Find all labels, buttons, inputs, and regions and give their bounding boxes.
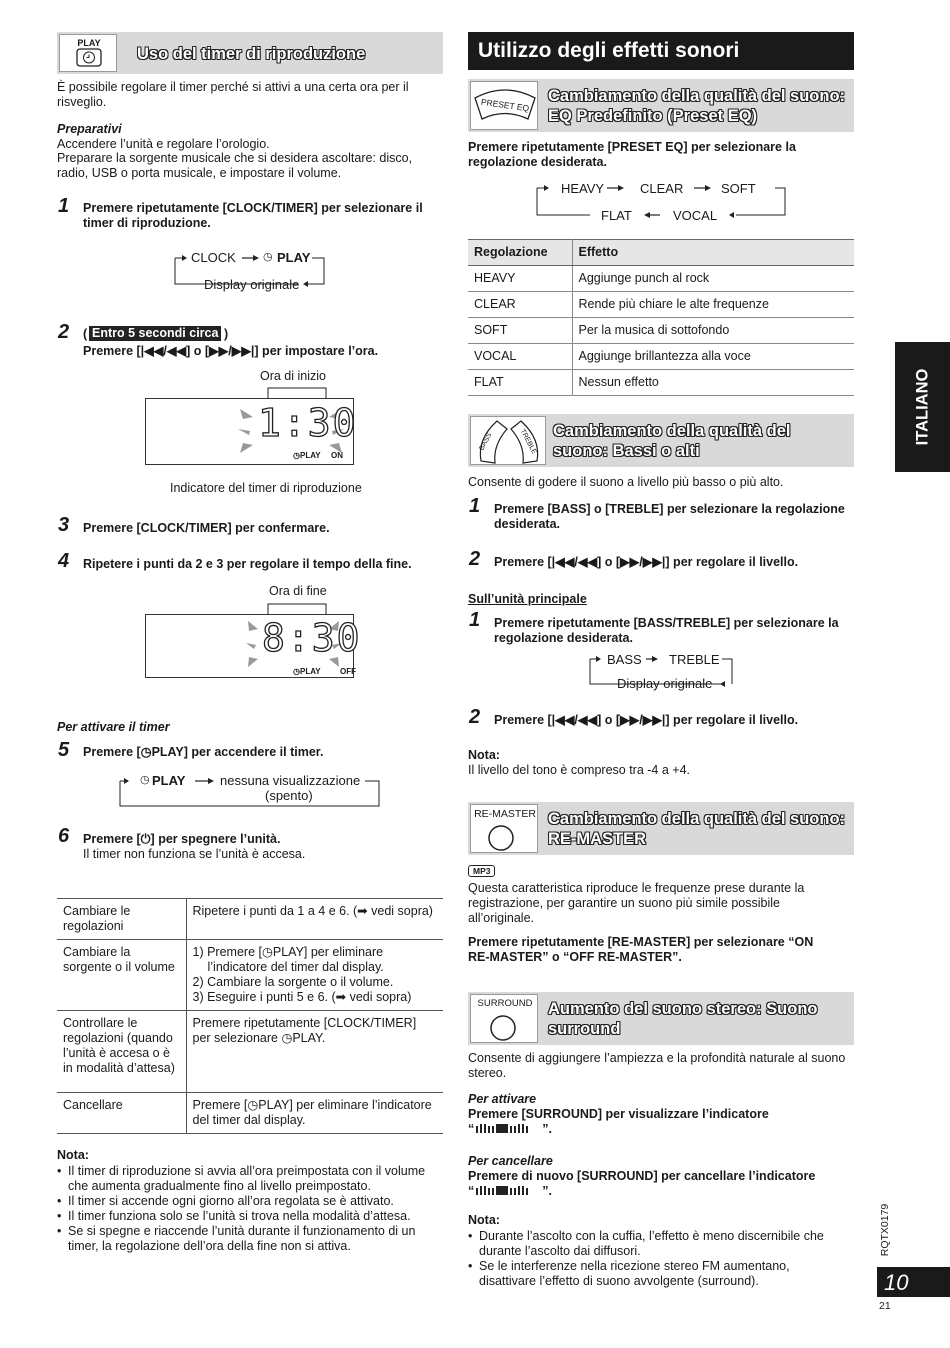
column-header: Regolazione: [468, 240, 572, 266]
table-row: [57, 1093, 443, 1134]
clock-icon: ◷: [140, 774, 150, 786]
preparation-title: Preparativi: [57, 122, 122, 136]
surround-indicator-line: “ ”.: [468, 1184, 552, 1198]
surround-notes-list: [468, 1229, 848, 1289]
list-item: • Se si spegne e riaccende l’unità durante il funzionamento di un timer, la regolazione dell’ora della fine non si attiva.: [57, 1224, 442, 1254]
table-row: [57, 1011, 443, 1093]
surround-note-title: Nota:: [468, 1213, 500, 1227]
bass-unit-step-1-text: Premere ripetutamente [BASS/TREBLE] per selezionare la regolazione desiderata.: [494, 616, 839, 645]
preparation-line-1: Accendere l’unità e regolare l’orologio.: [57, 137, 270, 151]
mp3-badge: MP3: [468, 865, 495, 877]
preset-eq-icon: [470, 81, 538, 130]
bass-flow-bass: BASS: [607, 652, 642, 667]
note-title: Nota:: [57, 1148, 89, 1162]
step-number: 5: [58, 739, 70, 761]
eq-flow-soft: SOFT: [721, 181, 756, 196]
eq-instruction: Premere ripetutamente [PRESET EQ] per selezionare la regolazione desiderata.: [468, 140, 796, 169]
bass-unit-step-2-text: Premere [|◀◀/◀◀] o [▶▶/▶▶|] per regolare il livello.: [494, 713, 799, 727]
preset-eq-icon-label: PRESET EQ: [480, 96, 530, 114]
step-number: 2: [469, 548, 481, 570]
table-row: [468, 292, 854, 318]
step-number: 2: [58, 321, 70, 343]
lcd-play-indicator: ◷PLAY: [293, 451, 321, 460]
surround-title-line-1: Aumento del suono stereo: Suono: [548, 1000, 818, 1018]
bass-title-line-1: Cambiamento della qualità del: [553, 422, 791, 440]
table-cell: HEAVY: [468, 266, 572, 292]
clock-icon: ◷: [293, 667, 300, 676]
main-title-bar: [468, 32, 854, 70]
eq-flow-flat: FLAT: [601, 208, 632, 223]
eq-flow-vocal: VOCAL: [673, 208, 718, 223]
timer-actions-table: [57, 898, 443, 1134]
table-cell: Cambiare le regolazioni: [57, 899, 186, 940]
within-5-seconds-badge: Entro 5 secondi circa: [89, 326, 221, 341]
paren-close: ): [224, 327, 229, 341]
list-item: • Se le interferenze nella ricezione stereo FM aumentano, disattivare l’effetto di suono avvolgente (surround).: [468, 1259, 848, 1289]
remaster-icon-label: RE-MASTER: [474, 808, 536, 820]
step-5-text: Premere [◷PLAY] per accendere il timer.: [83, 745, 324, 759]
table-cell-line: 1) Premere [◷PLAY] per eliminare: [192, 945, 384, 959]
remaster-description: Questa caratteristica riproduce le frequenze prese durante la registrazione, per garantire un suono più simile possibile all’originale.: [468, 881, 805, 925]
step-number: 1: [469, 609, 481, 631]
step-number: 1: [469, 495, 481, 517]
table-row: [468, 344, 854, 370]
step-number: 1: [58, 195, 70, 217]
timer-indicator-label: Indicatore del timer di riproduzione: [170, 481, 362, 495]
lcd-digits-start: 1:30: [258, 401, 358, 445]
step-3-text: Premere [CLOCK/TIMER] per confermare.: [83, 521, 330, 535]
table-header-row: [468, 240, 854, 266]
surround-title-line-2: surround: [548, 1020, 621, 1038]
remaster-title-line-1: Cambiamento della qualità del suono:: [548, 810, 846, 828]
start-time-label: Ora di inizio: [260, 369, 326, 383]
language-side-tab: [895, 342, 950, 472]
lcd-off-indicator: OFF: [340, 667, 356, 676]
document-code: RQTX0179: [879, 1203, 891, 1257]
main-title: Utilizzo degli effetti sonori: [478, 39, 740, 62]
bass-step-1-text: Premere [BASS] o [TREBLE] per selezionare la regolazione desiderata.: [494, 502, 845, 531]
table-row: [57, 899, 443, 940]
eq-flow-clear: CLEAR: [640, 181, 684, 196]
section-title-timer: Uso del timer di riproduzione: [137, 45, 366, 63]
surround-indicator-line: “ ”.: [468, 1122, 552, 1136]
step-6-text: Premere [⏻] per spegnere l’unità.: [83, 832, 281, 846]
surround-activate-title: Per attivare: [468, 1092, 537, 1106]
timer-intro: È possibile regolare il timer perché si attivi a una certa ora per il risveglio.: [57, 80, 409, 109]
step-number: 6: [58, 825, 70, 847]
column-header: Effetto: [572, 240, 854, 266]
table-cell-line: l’indicatore del timer dal display.: [207, 960, 384, 974]
eq-flow-heavy: HEAVY: [561, 181, 605, 196]
lcd-on-indicator: ON: [331, 451, 343, 460]
clock-icon: ◷: [293, 451, 300, 460]
table-cell: SOFT: [468, 318, 572, 344]
table-cell: Per la musica di sottofondo: [572, 318, 854, 344]
paren-open: (: [83, 327, 88, 341]
step-1-text: Premere ripetutamente [CLOCK/TIMER] per selezionare il timer di riproduzione.: [83, 201, 423, 230]
play-timer-icon: [59, 34, 117, 72]
eq-section-header: [468, 79, 854, 132]
table-cell: Rende più chiare le alte frequenze: [572, 292, 854, 318]
surround-section-header: [468, 992, 854, 1045]
bass-intro: Consente di godere il suono a livello più basso o più alto.: [468, 475, 784, 489]
lcd-digits-end: 8:30: [262, 616, 362, 660]
bass-icon-label: BASS: [478, 431, 494, 452]
flow-play-5: PLAY: [152, 773, 186, 788]
round-button-icon: [471, 805, 539, 854]
clock-icon: [60, 35, 118, 73]
timer-notes-list: [57, 1164, 442, 1254]
table-cell: Controllare le regolazioni (quando l’unità è accesa o è in modalità d’attesa): [57, 1011, 186, 1093]
list-item: • Il timer di riproduzione si avvia all’ora preimpostata con il volume che aumenta gradualmente fino al livello preimpostato.: [57, 1164, 442, 1194]
page-sub-number: 21: [879, 1300, 891, 1312]
table-cell: FLAT: [468, 370, 572, 396]
step-number: 4: [58, 550, 70, 572]
table-row: [468, 266, 854, 292]
page-number-box: [877, 1267, 950, 1297]
remaster-section-header: [468, 802, 854, 855]
surround-icon-label: SURROUND: [477, 998, 533, 1009]
flow-clock: CLOCK: [191, 250, 236, 265]
timer-section-header: [57, 32, 443, 74]
table-cell-line: 3) Eseguire i punti 5 e 6. (➡ vedi sopra): [192, 990, 412, 1004]
table-cell: VOCAL: [468, 344, 572, 370]
table-cell: Premere [◷PLAY] per eliminare l’indicatore del timer dal display.: [186, 1093, 443, 1134]
table-cell: Nessun effetto: [572, 370, 854, 396]
bass-flow-treble: TREBLE: [669, 652, 720, 667]
table-cell: Cancellare: [57, 1093, 186, 1134]
surround-icon: [470, 994, 538, 1043]
table-cell: CLEAR: [468, 292, 572, 318]
bass-flow-display: Display originale: [617, 676, 713, 691]
table-cell: Aggiunge punch al rock: [572, 266, 854, 292]
step-4-text: Ripetere i punti da 2 e 3 per regolare il tempo della fine.: [83, 557, 412, 571]
remaster-icon: [470, 804, 538, 853]
step-number: 3: [58, 514, 70, 536]
play-icon-label: PLAY: [77, 38, 101, 48]
lcd-display-end: [145, 614, 362, 678]
surround-indicator-icon: [474, 1185, 542, 1196]
surround-intro: Consente di aggiungere l’ampiezza e la profondità naturale al suono stereo.: [468, 1051, 846, 1080]
eq-settings-table: [468, 239, 854, 396]
lcd-play-indicator: ◷PLAY: [293, 667, 321, 676]
table-row: [468, 318, 854, 344]
step-number: 2: [469, 706, 481, 728]
flow-no-display: nessuna visualizzazione: [220, 773, 361, 788]
clock-icon: ◷: [263, 251, 273, 263]
round-button-icon: [471, 995, 539, 1044]
bass-treble-section-header: [468, 414, 854, 467]
list-item: • Durante l’ascolto con la cuffia, l’effetto è meno discernibile che durante l’ascolto dai diffusori.: [468, 1229, 848, 1259]
table-row: [57, 940, 443, 1011]
flow-play: PLAY: [277, 250, 311, 265]
table-row: [468, 370, 854, 396]
treble-icon-label: TREBLE: [518, 428, 538, 456]
main-unit-subtitle: Sull’unità principale: [468, 592, 587, 606]
language-label: ITALIANO: [913, 368, 932, 446]
table-cell: Aggiunge brillantezza alla voce: [572, 344, 854, 370]
page-number: 10: [884, 1270, 909, 1295]
list-item: • Il timer si accende ogni giorno all’ora regolata se è attivato.: [57, 1194, 442, 1209]
bass-note-title: Nota:: [468, 748, 500, 762]
activate-timer-title: Per attivare il timer: [57, 720, 170, 734]
table-cell: Premere ripetutamente [CLOCK/TIMER] per selezionare ◷PLAY.: [186, 1011, 443, 1093]
table-cell: [186, 940, 443, 1011]
table-cell-line: 2) Cambiare la sorgente o il volume.: [192, 975, 394, 989]
flow-display-original: Display originale: [204, 277, 300, 292]
bass-note: Il livello del tono è compreso tra -4 a +4.: [468, 763, 690, 777]
end-time-label: Ora di fine: [269, 584, 327, 598]
remaster-title-line-2: RE-MASTER: [548, 830, 647, 848]
surround-activate-text: Premere [SURROUND] per visualizzare l’indicatore: [468, 1107, 769, 1121]
bass-treble-icon: [470, 416, 546, 465]
remaster-instruction: Premere ripetutamente [RE-MASTER] per selezionare “ON RE-MASTER” o “OFF RE-MASTER”.: [468, 935, 814, 964]
flow-off: (spento): [265, 788, 313, 803]
eq-title-line-1: Cambiamento della qualità del suono:: [548, 87, 846, 105]
bass-title-line-2: suono: Bassi o alti: [553, 442, 700, 460]
step-6-subtext: Il timer non funziona se l’unità è accesa.: [83, 847, 306, 861]
step-2-text: Premere [|◀◀/◀◀] o [▶▶/▶▶|] per impostare l’ora.: [83, 344, 379, 358]
surround-cancel-text: Premere di nuovo [SURROUND] per cancellare l’indicatore: [468, 1169, 816, 1183]
surround-indicator-icon: [474, 1123, 542, 1134]
eq-title-line-2: EQ Predefinito (Preset EQ): [548, 107, 758, 125]
table-cell: Ripetere i punti da 1 a 4 e 6. (➡ vedi sopra): [186, 899, 443, 940]
preparation-line-2: Preparare la sorgente musicale che si desidera ascoltare: disco, radio, USB o porta musicale, e impostare il volume.: [57, 151, 413, 180]
surround-cancel-title: Per cancellare: [468, 1154, 553, 1168]
bass-step-2-text: Premere [|◀◀/◀◀] o [▶▶/▶▶|] per regolare il livello.: [494, 555, 799, 569]
list-item: • Il timer funziona solo se l’unità si trova nella modalità d’attesa.: [57, 1209, 442, 1224]
table-cell: Cambiare la sorgente o il volume: [57, 940, 186, 1011]
lcd-display-start: [145, 398, 358, 465]
